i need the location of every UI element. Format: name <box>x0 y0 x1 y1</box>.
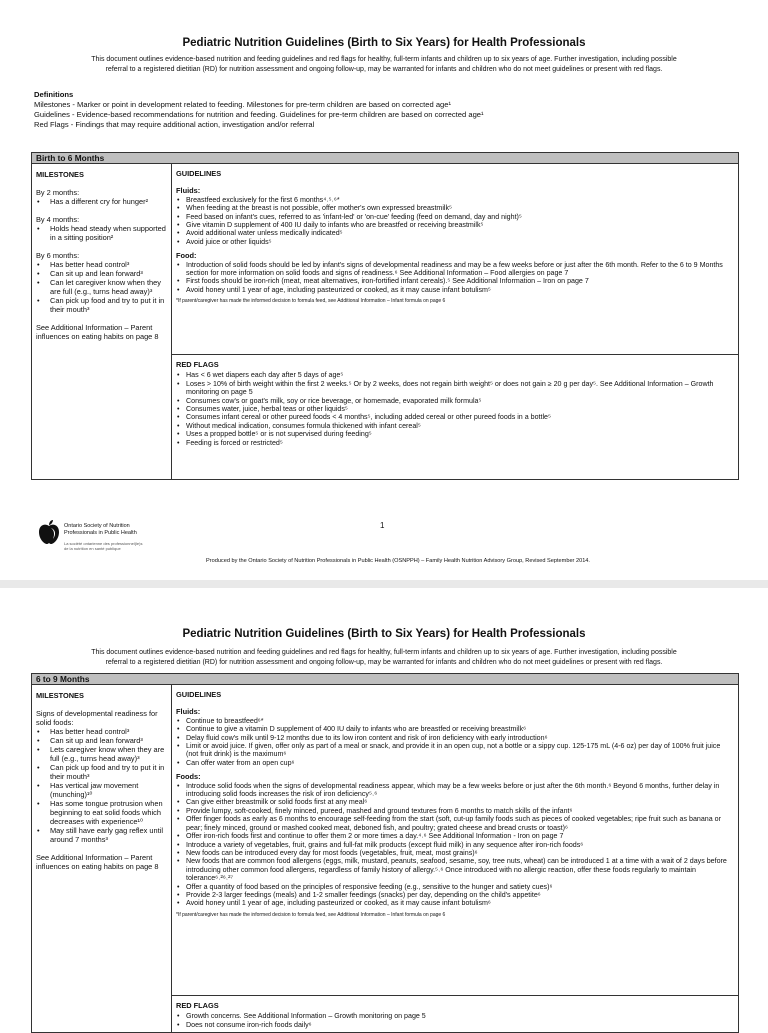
definition-milestones: Milestones - Marker or point in development related to feeding. Milestones for pre-term children are based on corrected age¹ <box>34 100 452 109</box>
birth-to-6-months-table <box>31 152 739 480</box>
milestone-group <box>36 215 167 242</box>
foods-item: • Avoid honey until 1 year of age, including pasteurized or cooked, as it may cause infant botulism⁶ <box>176 899 734 907</box>
foods-item: • Provide lumpy, soft-cooked, finely minced, pureed, mashed and ground textures from 6 months to match skills of the infant⁶ <box>176 807 734 815</box>
page-separator <box>0 580 768 588</box>
readiness-item: • May still have early gag reflex until around 7 months³ <box>36 826 167 844</box>
osnpph-logo <box>38 519 178 559</box>
produced-by-note: Produced by the Ontario Society of Nutrition Professionals in Public Health (OSNPPH) – Family Health Nutrition Advisory Group, Revised September 2014. <box>206 558 590 564</box>
milestones-heading: MILESTONES <box>36 170 84 179</box>
document-title: Pediatric Nutrition Guidelines (Birth to Six Years) for Health Professionals <box>182 628 586 640</box>
fluids-item: • Limit or avoid juice. If given, offer only as part of a meal or snack, and provide it in an open cup, not a bottle or a sippy cup. 125-175 mL (4-6 oz) per day of 100% fruit juice (not fruit drink) is the maximum⁶ <box>176 742 734 759</box>
red-flags-list <box>176 371 734 447</box>
guidelines-heading: GUIDELINES <box>176 690 222 699</box>
red-flag-item: • Consumes water, juice, herbal teas or other liquids⁵ <box>176 405 734 413</box>
red-flag-item: • Consumes infant cereal or other pureed foods < 4 months⁵, including added cereal or other pureed foods in a bottle⁵ <box>176 413 734 421</box>
red-flags-heading: RED FLAGS <box>176 360 219 369</box>
see-also-note: See Additional Information – Parent influences on eating habits on page 8 <box>36 853 159 871</box>
milestone-item: • Has a different cry for hunger² <box>36 197 167 206</box>
definition-red-flags: Red Flags - Findings that may require additional action, investigation and/or referral <box>34 120 315 129</box>
readiness-list <box>36 727 167 844</box>
milestone-item: • Can pick up food and try to put it in their mouth³ <box>36 296 167 314</box>
food-list <box>176 261 734 295</box>
see-also-note: See Additional Information – Parent influences on eating habits on page 8 <box>36 323 159 341</box>
milestones-column <box>32 164 172 479</box>
guidelines-column <box>172 164 738 479</box>
milestone-item: • Can let caregiver know when they are full (e.g., turns head away)³ <box>36 278 167 296</box>
readiness-item: • Has better head control³ <box>36 727 167 736</box>
fluids-item: • Avoid additional water unless medically indicated⁵ <box>176 229 734 237</box>
readiness-item: • Has some tongue protrusion when beginning to eat solid foods which decreases with experience¹⁰ <box>36 799 167 826</box>
milestone-list <box>36 224 167 242</box>
red-flag-item: • Growth concerns. See Additional Information – Growth monitoring on page 5 <box>176 1012 734 1020</box>
milestones-heading: MILESTONES <box>36 691 84 700</box>
readiness-item: • Can pick up food and try to put it in their mouth³ <box>36 763 167 781</box>
milestone-item: • Can sit up and lean forward³ <box>36 269 167 278</box>
milestone-age-label: By 4 months: <box>36 215 80 224</box>
red-flags-section <box>172 354 738 447</box>
foods-item: • Offer a quantity of food based on the principles of responsive feeding (e.g., sensitive to the hunger and satiety cues)⁶ <box>176 883 734 891</box>
org-name-line2: Professionals in Public Health <box>64 530 137 536</box>
apple-logo-icon <box>38 519 60 545</box>
fluids-item: • Delay fluid cow's milk until 9-12 months due to its low iron content and risk of iron deficiency with early introduction⁶ <box>176 734 734 742</box>
readiness-item: • Lets caregiver know when they are full (e.g., turns head away)³ <box>36 745 167 763</box>
fluids-heading: Fluids: <box>176 707 201 717</box>
guidelines-heading: GUIDELINES <box>176 169 222 178</box>
foods-item: • Introduce a variety of vegetables, fruit, grains and full-fat milk products (except fluid milk) in any sequence after iron-rich foods⁶ <box>176 841 734 849</box>
foods-item: • New foods can be introduced every day for most foods (vegetables, fruit, meat, most grains)⁶ <box>176 849 734 857</box>
red-flag-item: • Without medical indication, consumes formula thickened with infant cereal⁵ <box>176 422 734 430</box>
page-number: 1 <box>380 521 385 530</box>
foods-item: • Offer finger foods as early as 6 months to encourage self-feeding from the start (soft, cut-up family foods such as pieces of cooked vegetables; ripe fruit such as banana or pear; finely minced, ground or mashed cooked meat, deboned fish, and poultry; grated cheese and bread crusts or toast)⁶ <box>176 815 734 832</box>
food-item: • Introduction of solid foods should be led by infant's signs of developmental readiness and may be a few weeks before or just after the 6th month. Refer to the 6 to 9 Months section for more information on solid foods and signs of readiness.⁶ See Additional Information – Food allergies on page 7 <box>176 261 734 278</box>
fluids-item: • Can offer water from an open cup⁶ <box>176 759 734 767</box>
foods-item: • New foods that are common food allergens (eggs, milk, mustard, peanuts, seafood, sesame, soy, tree nuts, wheat) can be introduced 1 at a time with a wait of 2 days before introducing other common food allergens, regardless of family history of allergy.⁵˒⁶ Once introduced with no allergic reaction, offer these foods regularly to maintain tolerance⁶˒²⁶˒²⁷ <box>176 857 734 882</box>
food-item: • Avoid honey until 1 year of age, including pasteurized or cooked, as it may cause infant botulism⁵ <box>176 286 734 294</box>
intro-text: This document outlines evidence-based nutrition and feeding guidelines and red flags for healthy, full-term infants and children up to six years of age. Further investigation, including possible referral to a registered dietitian (RD) for nutrition assessment and ongoing follow-up, may be warranted for infants and children who do not meet guidelines or present with red flags. <box>91 649 677 666</box>
org-name-fr1: La société ontarienne des professionnel(le)s <box>64 541 143 546</box>
fluids-item: • Breastfeed exclusively for the first 6 months⁴˒⁵˒⁶* <box>176 196 734 204</box>
fluids-item: • Give vitamin D supplement of 400 IU daily to infants who are breastfed or receiving breastmilk⁵ <box>176 221 734 229</box>
red-flag-item: • Feeding is forced or restricted⁵ <box>176 439 734 447</box>
milestone-item: • Holds head steady when supported in a sitting position² <box>36 224 167 242</box>
fluids-list <box>176 717 734 767</box>
formula-footnote: *If parent/caregiver has made the informed decision to formula feed, see Additional Information – Infant formula on page 6 <box>176 298 446 305</box>
guidelines-section <box>172 164 738 354</box>
definitions <box>34 90 734 130</box>
foods-heading: Foods: <box>176 772 201 782</box>
fluids-item: • Continue to give a vitamin D supplement of 400 IU daily to infants who are breastfed or receiving breastmilk⁶ <box>176 725 734 733</box>
document-page-2 <box>0 588 768 1029</box>
foods-item: • Provide 2-3 larger feedings (meals) and 1-2 smaller feedings (snacks) per day, depending on the child's appetite⁶ <box>176 891 734 899</box>
milestone-groups <box>36 188 167 314</box>
milestone-age-label: By 2 months: <box>36 188 80 197</box>
red-flag-item: • Has < 6 wet diapers each day after 5 days of age⁵ <box>176 371 734 379</box>
org-name-line1: Ontario Society of Nutrition <box>64 523 130 529</box>
readiness-item: • Can sit up and lean forward³ <box>36 736 167 745</box>
red-flags-list <box>176 1012 734 1029</box>
milestone-group <box>36 251 167 314</box>
fluids-heading: Fluids: <box>176 186 201 196</box>
red-flag-item: • Consumes cow's or goat's milk, soy or rice beverage, or homemade, evaporated milk formula⁵ <box>176 397 734 405</box>
food-heading: Food: <box>176 251 197 261</box>
milestone-list <box>36 260 167 314</box>
fluids-item: • Feed based on infant's cues, referred to as 'infant-led' or 'on-cue' feeding (feed on demand, day and night)⁵ <box>176 213 734 221</box>
milestone-age-label: By 6 months: <box>36 251 80 260</box>
foods-item: • Offer iron-rich foods first and continue to offer them 2 or more times a day.⁴˒⁶ See Additional Information - Iron on page 7 <box>176 832 734 840</box>
readiness-item: • Has vertical jaw movement (munching)¹⁰ <box>36 781 167 799</box>
foods-list <box>176 782 734 908</box>
red-flag-item: • Uses a propped bottle⁵ or is not supervised during feeding⁵ <box>176 430 734 438</box>
milestone-group <box>36 188 167 206</box>
formula-footnote: *If parent/caregiver has made the informed decision to formula feed, see Additional Information – Infant formula on page 6 <box>176 911 446 918</box>
fluids-list <box>176 196 734 246</box>
6-to-9-months-table <box>31 673 739 1033</box>
intro-text: This document outlines evidence-based nutrition and feeding guidelines and red flags for healthy, full-term infants and children up to six years of age. Further investigation, including possible referral to a registered dietitian (RD) for nutrition assessment and ongoing follow-up, may be warranted for infants and children who do not meet guidelines or present with red flags. <box>91 56 677 73</box>
definition-guidelines: Guidelines - Evidence-based recommendations for nutrition and feeding. Guidelines for pre-term children are based on corrected age¹ <box>34 110 484 119</box>
document-title: Pediatric Nutrition Guidelines (Birth to Six Years) for Health Professionals <box>182 37 586 49</box>
red-flags-heading: RED FLAGS <box>176 1001 219 1010</box>
fluids-item: • Continue to breastfeed⁶* <box>176 717 734 725</box>
guidelines-column <box>172 685 738 1032</box>
red-flag-item: • Loses > 10% of birth weight within the first 2 weeks.⁵ Or by 2 weeks, does not regain birth weight⁵ or does not gain ≥ 20 g per day⁵. See Additional Information – Growth monitoring on page 5 <box>176 380 734 397</box>
readiness-intro: Signs of developmental readiness for solid foods: <box>36 709 158 727</box>
definitions-heading: Definitions <box>34 90 74 99</box>
guidelines-section <box>172 685 738 995</box>
fluids-item: • Avoid juice or other liquids⁵ <box>176 238 734 246</box>
red-flags-section <box>172 995 738 1029</box>
section-header: 6 to 9 Months <box>32 674 738 685</box>
foods-item: • Introduce solid foods when the signs of developmental readiness appear, which may be a few weeks before or just after the 6th month.⁶ Beyond 6 months, further delay in introducing solid foods increases the risk of iron deficiency⁵˒⁶ <box>176 782 734 799</box>
food-item: • First foods should be iron-rich (meat, meat alternatives, iron-fortified infant cereals).⁵ See Additional Information – Iron on page 7 <box>176 277 734 285</box>
milestone-item: • Has better head control³ <box>36 260 167 269</box>
section-header: Birth to 6 Months <box>32 153 738 164</box>
milestones-column <box>32 685 172 1032</box>
milestone-list <box>36 197 167 206</box>
red-flag-item: • Does not consume iron-rich foods daily⁶ <box>176 1021 734 1029</box>
org-name-fr2: de la nutrition en santé publique <box>64 546 121 551</box>
foods-item: • Can give either breastmilk or solid foods first at any meal⁶ <box>176 798 734 806</box>
fluids-item: • When feeding at the breast is not possible, offer mother's own expressed breastmilk⁵ <box>176 204 734 212</box>
